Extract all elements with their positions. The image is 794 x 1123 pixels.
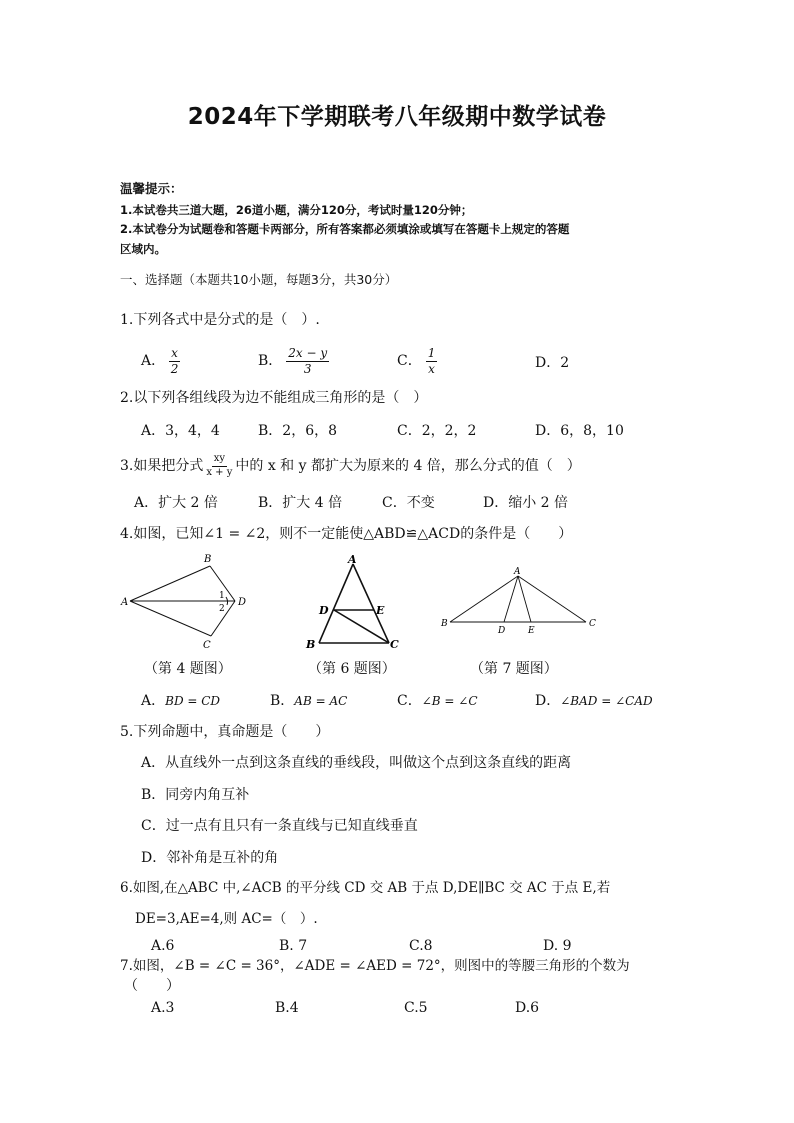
fraction <box>169 347 180 375</box>
tips-line-2b: 区域内。 <box>120 242 166 256</box>
question-4-option-b <box>270 694 347 708</box>
figure-6-diagram <box>303 552 403 654</box>
question-7-option-b: B.4 <box>275 1000 299 1016</box>
fraction-denominator: x <box>428 361 435 376</box>
question-1-option-a <box>141 347 180 375</box>
angle-label-2: 2 <box>219 604 225 614</box>
question-2-option-a: A．3，4，4 <box>141 423 220 439</box>
option-label: C． <box>397 353 422 370</box>
question-3-option-d: D．缩小 2 倍 <box>483 495 569 511</box>
question-2-option-c: C．2，2，2 <box>397 423 477 439</box>
question-3-option-b: B．扩大 4 倍 <box>258 495 343 511</box>
tips-line-1: 1.本试卷共三道大题，26道小题，满分120分，考试时量120分钟； <box>120 203 473 217</box>
figure-7-caption: （第 7 题图） <box>470 661 558 677</box>
stem-prefix: 3.如果把分式 <box>120 458 204 474</box>
question-4-stem: 4.如图，已知∠1 = ∠2，则不一定能使△ABD≌△ACD的条件是（ ） <box>120 526 573 542</box>
tips-heading: 温馨提示： <box>120 181 183 196</box>
point-label-c: C <box>390 638 399 651</box>
question-6-stem-line-2: DE=3,AE=4,则 AC=（ ）. <box>135 911 318 927</box>
figure-4-caption: （第 4 题图） <box>144 661 232 677</box>
point-label-a: A <box>514 567 521 577</box>
question-3-stem <box>120 454 581 478</box>
question-6-option-d: D. 9 <box>543 938 572 954</box>
question-4-option-c <box>397 694 478 708</box>
question-7-stem-line-2: （ ） <box>124 978 180 994</box>
stem-suffix: 中的 x 和 y 都扩大为原来的 4 倍，那么分式的值（ ） <box>235 458 581 474</box>
page-title: 2024年下学期联考八年级期中数学试卷 <box>187 104 607 130</box>
section-heading: 一、选择题（本题共10小题，每题3分，共30分） <box>120 272 398 287</box>
fraction-numerator: x <box>171 346 178 360</box>
option-label: B． <box>258 353 283 370</box>
fraction-denominator: 2 <box>170 361 179 376</box>
question-3-option-c: C．不变 <box>382 495 435 511</box>
fraction-numerator: 2x − y <box>288 346 328 360</box>
point-label-a: A <box>348 553 357 566</box>
option-text: BD = CD <box>165 694 221 708</box>
point-label-e: E <box>528 626 535 636</box>
point-label-c: C <box>589 619 596 629</box>
point-label-b: B <box>441 619 448 629</box>
figure-7-diagram <box>438 564 603 636</box>
segment-ac <box>130 601 211 636</box>
option-text: ∠BAD = ∠CAD <box>560 694 653 708</box>
segment-ab <box>450 576 518 622</box>
point-label-c: C <box>203 640 211 650</box>
option-text: ∠B = ∠C <box>421 694 478 708</box>
question-5-option-a: A．从直线外一点到这条直线的垂线段，叫做这个点到这条直线的距离 <box>141 755 572 771</box>
question-5-stem: 5.下列命题中，真命题是（ ） <box>120 724 330 740</box>
question-4-option-d <box>535 694 653 708</box>
question-7-option-d: D.6 <box>515 1000 540 1016</box>
figure-4-diagram <box>115 550 260 650</box>
question-6-stem-line-1: 6.如图,在△ABC 中,∠ACB 的平分线 CD 交 AB 于点 D,DE∥BC 交 AC 于点 E,若 <box>120 880 611 896</box>
fraction <box>206 454 232 478</box>
tips-line-2a: 2.本试卷分为试题卷和答题卡两部分，所有答案都必须填涂或填写在答题卡上规定的答题 <box>120 222 570 236</box>
question-1-option-d: D．2 <box>535 355 570 371</box>
question-1-option-c <box>397 347 437 375</box>
fraction <box>286 347 329 375</box>
question-5-option-d: D．邻补角是互补的角 <box>141 850 279 866</box>
question-7-option-a: A.3 <box>151 1000 175 1016</box>
segment-ac <box>518 576 586 622</box>
question-2-stem: 2.以下列各组线段为边不能组成三角形的是（ ） <box>120 390 428 406</box>
segment-ae <box>518 576 531 622</box>
option-label: B． <box>270 693 295 709</box>
point-label-b: B <box>204 554 212 565</box>
option-label: A． <box>141 693 166 709</box>
option-label: D． <box>535 693 561 709</box>
figure-6-caption: （第 6 题图） <box>308 661 396 677</box>
question-3-option-a: A．扩大 2 倍 <box>134 495 218 511</box>
fraction-numerator: 1 <box>427 346 436 360</box>
question-6-option-a: A.6 <box>151 938 175 954</box>
option-label: A． <box>141 353 166 370</box>
point-label-d: D <box>238 597 247 608</box>
question-5-option-c: C．过一点有且只有一条直线与已知直线垂直 <box>141 818 418 834</box>
question-4-option-a <box>141 694 220 708</box>
question-1-option-b <box>258 347 329 375</box>
question-1-stem: 1.下列各式中是分式的是（ ）. <box>120 312 320 328</box>
question-7-stem-line-1: 7.如图，∠B = ∠C = 36°，∠ADE = ∠AED = 72°，则图中的等腰三角形的个数为 <box>120 958 630 974</box>
fraction-numerator: xy <box>212 454 227 467</box>
question-6-option-c: C.8 <box>409 938 433 954</box>
fraction <box>426 347 438 375</box>
option-label: C． <box>397 693 422 709</box>
fraction-denominator: 3 <box>303 361 312 376</box>
point-label-d: D <box>498 626 506 636</box>
question-2-option-d: D．6，8，10 <box>535 423 624 439</box>
question-5-option-b: B．同旁内角互补 <box>141 787 250 803</box>
question-2-option-b: B．2，6，8 <box>258 423 338 439</box>
segment-ad <box>504 576 518 622</box>
point-label-b: B <box>306 638 316 651</box>
point-label-e: E <box>376 604 385 617</box>
question-7-option-c: C.5 <box>404 1000 428 1016</box>
option-text: AB = AC <box>294 694 348 708</box>
point-label-d: D <box>319 604 329 617</box>
segment-ab <box>130 566 210 601</box>
point-label-a: A <box>121 597 129 608</box>
question-6-option-b: B. 7 <box>279 938 308 954</box>
fraction-denominator: x + y <box>206 466 233 478</box>
angle-label-1: 1 <box>219 591 225 601</box>
